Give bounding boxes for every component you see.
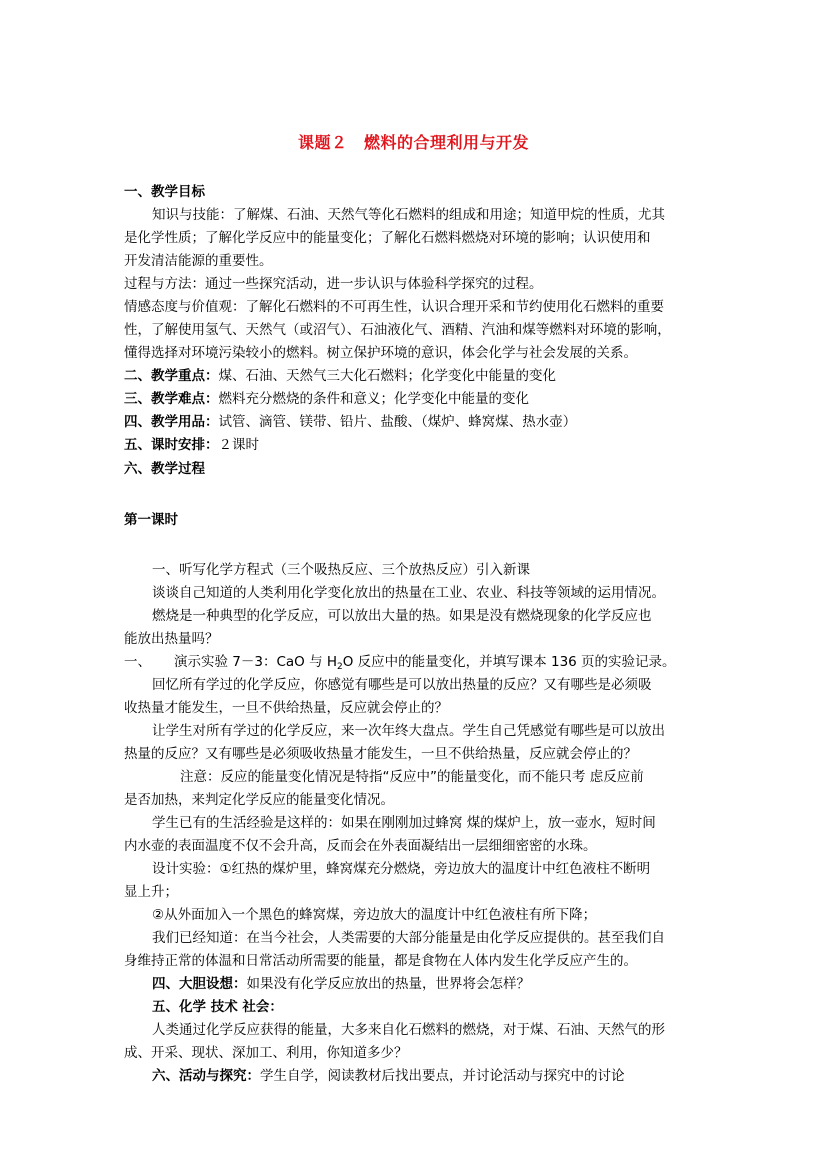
imagine-text: 如果没有化学反应放出的热量，世界将会怎样？ [246,976,530,992]
key-points-line [124,365,556,387]
experiment-subscript: 2 [337,662,343,672]
paragraph-review-1: 让学生对所有学过的化学反应，来一次年终大盘点。学生自己凭感觉有哪些是可以放出 [152,723,665,739]
paragraph-recall-2: 收热量才能发生，一旦不供给热量，反应就会停止的？ [124,700,448,716]
paragraph-combustion-2: 能放出热量吗？ [124,631,219,647]
key-points-heading: 二、教学重点： [124,368,219,384]
activity-heading: 六、活动与探究： [152,1068,260,1084]
paragraph-discuss: 谈谈自己知道的人类利用化学变化放出的热量在工业、农业、科技等领域的运用情况。 [152,585,665,601]
design-line-3: ②从外面加入一个黑色的蜂窝煤，旁边放大的温度计中红色液柱有所下降； [152,907,597,923]
activity-line [152,1065,625,1087]
experiment-text-before: 演示实验 7－3：CaO 与 H [174,654,338,670]
document-title: 课题２ 燃料的合理利用与开发 [297,133,529,152]
lesson-heading: 第一课时 [124,512,178,528]
section-heading-objectives: 一、教学目标 [124,184,205,200]
paragraph-recall-1: 回忆所有学过的化学反应，你感觉有哪些是可以放出热量的反应？又有哪些是必须吸 [152,677,652,693]
process-line: 过程与方法：通过一些探究活动，进一步认识与体验科学探究的过程。 [124,276,543,292]
imagine-line [152,973,530,995]
imagine-heading: 四、大胆设想： [152,976,247,992]
paragraph-experience-2: 内水壶的表面温度不仅不会升高，反而会在外表面凝结出一层细细密密的水珠。 [124,838,597,854]
attitude-line-2: 性，了解使用氢气、天然气（或沼气）、石油液化气、酒精、汽油和煤等燃料对环境的影响， [124,322,671,338]
experiment-text-after: O 反应中的能量变化，并填写课本 136 页的实验记录。 [342,654,676,670]
paragraph-known-1: 我们已经知道：在当今社会，人类需要的大部分能量是由化学反应提供的。甚至我们自 [152,930,665,946]
attitude-line-1: 情感态度与价值观：了解化石燃料的不可再生性，认识合理开采和节约使用化石燃料的重要 [124,299,664,315]
paragraph-review-2: 热量的反应？又有哪些是必须吸收热量才能发生，一旦不供给热量，反应就会停止的？ [124,746,637,762]
schedule-heading: 五、课时安排： [124,437,219,453]
knowledge-line-1: 知识与技能：了解煤、石油、天然气等化石燃料的组成和用途；知道甲烷的性质，尤其 [152,207,665,223]
section-heading-process: 六、教学过程 [124,461,205,477]
society-heading: 五、化学 技术 社会： [152,999,283,1015]
note-line-1: 注意：反应的能量变化情况是特指“反应中”的能量变化，而不能只考 虑反应前 [180,769,644,785]
paragraph-known-2: 身维持正常的体温和日常活动所需要的能量，都是食物在人体内发生化学反应产生的。 [124,953,637,969]
knowledge-line-3: 开发清洁能源的重要性。 [124,253,273,269]
design-line-1: 设计实验：①红热的煤炉里，蜂窝煤充分燃烧，旁边放大的温度计中红色液柱不断明 [152,861,651,877]
paragraph-energy-1: 人类通过化学反应获得的能量，大多来自化石燃料的燃烧，对于煤、石油、天然气的形 [152,1022,665,1038]
key-points-text: 煤、石油、天然气三大化石燃料；化学变化中能量的变化 [218,368,556,384]
note-line-2: 是否加热，来判定化学反应的能量变化情况。 [124,792,394,808]
schedule-text: ２课时 [218,437,259,453]
experiment-number: 一、 [124,654,151,670]
difficulties-text: 燃料充分燃烧的条件和意义；化学变化中能量的变化 [218,391,529,407]
materials-text: 试管、滴管、镁带、铅片、盐酸、（煤炉、蜂窝煤、热水壶） [218,414,577,430]
paragraph-experience-1: 学生已有的生活经验是这样的：如果在刚刚加过蜂窝 煤的煤炉上，放一壶水，短时间 [152,815,656,831]
paragraph-energy-2: 成、开采、现状、深加工、利用，你知道多少？ [124,1045,408,1061]
materials-line [124,411,576,433]
schedule-line [124,434,259,456]
attitude-line-3: 懂得选择对环境污染较小的燃料。树立保护环境的意识，体会化学与社会发展的关系。 [124,345,637,361]
knowledge-line-2: 是化学性质；了解化学反应中的能量变化；了解化石燃料燃烧对环境的影响；认识使用和 [124,230,651,246]
difficulties-heading: 三、教学难点： [124,391,219,407]
materials-heading: 四、教学用品： [124,414,219,430]
difficulties-line [124,388,529,410]
design-line-2: 显上升； [124,884,178,900]
paragraph-intro: 一、听写化学方程式（三个吸热反应、三个放热反应）引入新课 [152,562,530,578]
paragraph-combustion-1: 燃烧是一种典型的化学反应，可以放出大量的热。如果是没有燃烧现象的化学反应也 [152,608,652,624]
activity-text: 学生自学，阅读教材后找出要点，并讨论活动与探究中的讨论 [260,1068,625,1084]
